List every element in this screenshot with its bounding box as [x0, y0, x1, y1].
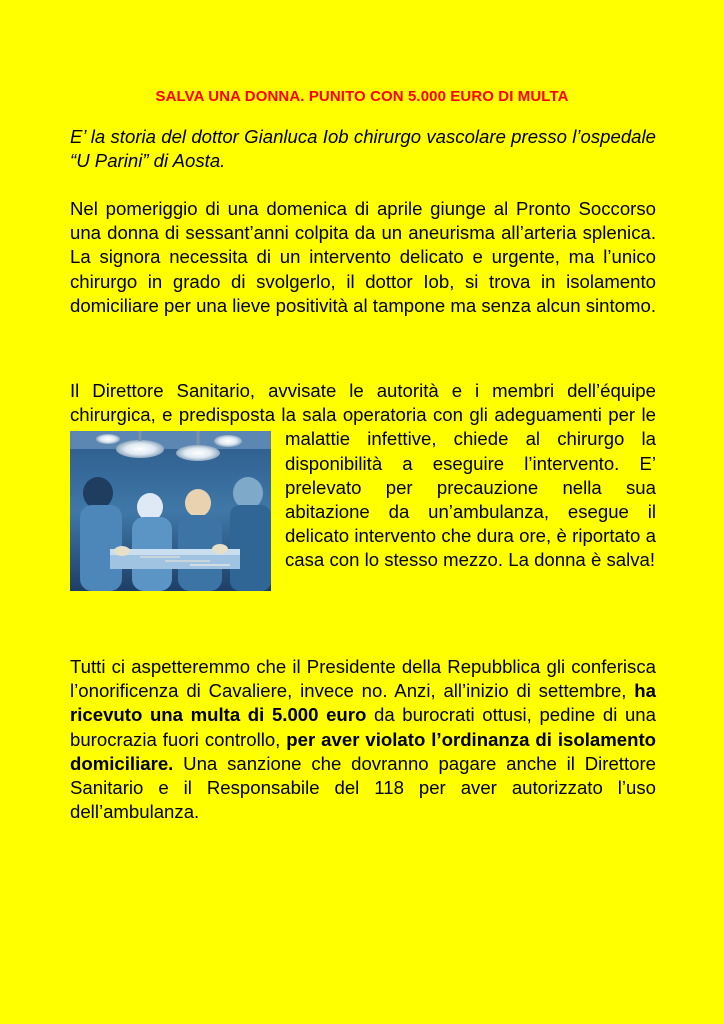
paragraph-3-text-1: Tutti ci aspetteremmo che il Presidente della Repubblica gli conferisca l’onorificenza di Cavaliere, invece no. Anzi, all’inizio di settembre, [70, 656, 656, 702]
paragraph-3-text-2: da burocrati ottusi, pedine di una burocrazia fuori controllo, [70, 704, 656, 750]
paragraph-2 [70, 379, 656, 593]
intro-paragraph: E’ la storia del dottor Gianluca Iob chirurgo vascolare presso l’ospedale “U Parini” di Aosta. [70, 126, 656, 172]
paragraph-3-text-3: Una sanzione che dovranno pagare anche il Direttore Sanitario e il Responsabile del 118 per aver autorizzato l’uso dell’ambulanza. [70, 752, 656, 823]
paragraph-2-continued: gli adeguamenti per le malattie infettive, chiede al chirurgo la disponibilità a eseguire l’intervento. E’ prelevato per precauzione nella sua abitazione da un’ambulanza, esegue il delicato intervento che dura ore, è riportato a casa con lo stesso mezzo. La donna è salva! [285, 404, 656, 571]
surgery-photo [70, 431, 271, 591]
paragraph-1: Nel pomeriggio di una domenica di aprile giunge al Pronto Soccorso una donna di sessant’anni colpita da un aneurisma all’arteria splenica. La signora necessita di un intervento delicato e urgente, ma l’unico chirurgo in grado di svolgerlo, il dottor Iob, si trova in isolamento domiciliare per una lieve positività al tampone ma senza alcun sintomo. [70, 198, 657, 316]
paragraph-2-lead: Il Direttore Sanitario, avvisate le autorità e i membri dell’équipe chirurgica, e predisposta la sala operatoria con [70, 380, 656, 426]
paragraph-3 [70, 655, 656, 824]
page-title: SALVA UNA DONNA. PUNITO CON 5.000 EURO DI MULTA [155, 88, 569, 105]
violation-emphasis: per aver violato l’ordinanza di isolamento domiciliare. [70, 728, 656, 774]
fine-amount-emphasis: ha ricevuto una multa di 5.000 euro [70, 680, 656, 726]
